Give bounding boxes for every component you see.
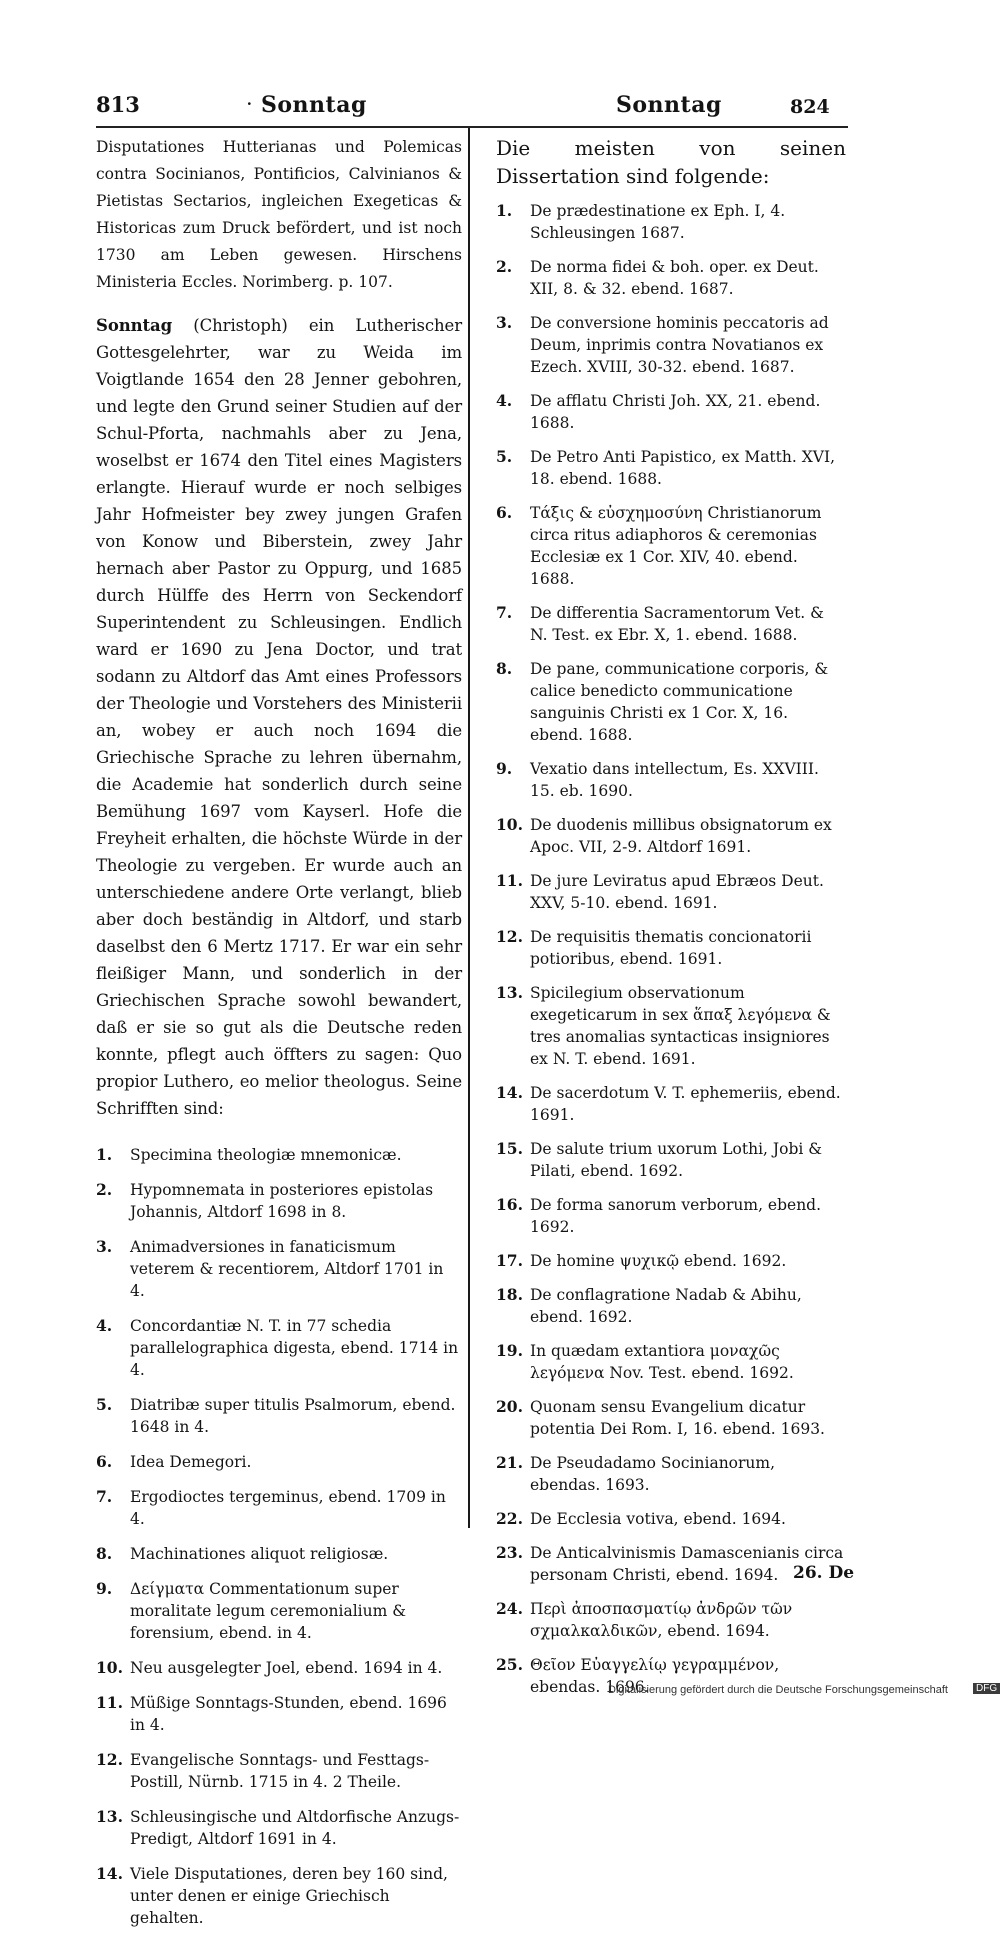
- dissertation-item-text: De afflatu Christi Joh. XX, 21. ebend. 1688.: [530, 392, 821, 432]
- work-item-number: 1.: [96, 1145, 113, 1164]
- list-item: [496, 390, 846, 434]
- list-item: [496, 1452, 846, 1496]
- dissertation-item-number: 21.: [496, 1453, 523, 1472]
- list-item: [496, 446, 846, 490]
- work-item-text: Schleusingische und Altdorfische Anzugs-Predigt, Altdorf 1691 in 4.: [130, 1808, 460, 1848]
- dissertation-item-text: Spicilegium observationum exegeticarum in sex ἅπαξ λεγόμενα & tres anomalias syntacticas insigniores ex N. T. ebend. 1691.: [530, 984, 831, 1068]
- work-item-number: 11.: [96, 1693, 123, 1712]
- dissertation-item-text: Θεῖον Εὐαγγελίῳ γεγραμμένον, ebendas. 1696.: [530, 1656, 780, 1696]
- catchword: 26. De: [793, 1563, 855, 1583]
- list-item: [496, 1598, 846, 1642]
- dissertation-item-number: 8.: [496, 659, 513, 678]
- footer-credit: Digitalisierung gefördert durch die Deutsche Forschungsgemeinschaft: [608, 1684, 948, 1696]
- header-rule: [96, 126, 848, 128]
- dissertation-item-text: De pane, communicatione corporis, & calice benedicto communicatione sanguinis Christi ex 1 Cor. X, 16. ebend. 1688.: [530, 660, 829, 744]
- work-item-number: 2.: [96, 1180, 113, 1199]
- list-item: [496, 658, 846, 746]
- left-column: [96, 134, 462, 1942]
- dissertation-item-text: In quædam extantiora μοναχῶς λεγόμενα Nov. Test. ebend. 1692.: [530, 1342, 794, 1382]
- dissertation-item-number: 12.: [496, 927, 523, 946]
- work-item-number: 13.: [96, 1807, 123, 1826]
- work-item-text: Concordantiæ N. T. in 77 schedia parallelographica digesta, ebend. 1714 in 4.: [130, 1317, 459, 1379]
- dissertation-item-text: De conflagratione Nadab & Abihu, ebend. 1692.: [530, 1286, 802, 1326]
- dissertation-item-text: De requisitis thematis concionatorii potioribus, ebend. 1691.: [530, 928, 812, 968]
- work-item-text: Specimina theologiæ mnemonicæ.: [130, 1146, 402, 1164]
- list-item: [496, 1138, 846, 1182]
- list-item: [96, 1863, 462, 1929]
- dissertation-item-number: 20.: [496, 1397, 523, 1416]
- dissertation-item-number: 10.: [496, 815, 523, 834]
- list-item: [496, 982, 846, 1070]
- work-item-text: Machinationes aliquot religiosæ.: [130, 1545, 389, 1563]
- list-item: [496, 1340, 846, 1384]
- right-column: [496, 134, 846, 1710]
- works-list-left: [96, 1144, 462, 1929]
- dissertation-item-number: 5.: [496, 447, 513, 466]
- work-item-number: 9.: [96, 1579, 113, 1598]
- running-head-left: Sonntag: [261, 92, 367, 118]
- work-item-text: Idea Demegori.: [130, 1453, 252, 1471]
- list-item: [496, 1250, 846, 1272]
- list-item: [96, 1486, 462, 1530]
- dissertation-item-number: 24.: [496, 1599, 523, 1618]
- dissertation-item-text: De conversione hominis peccatoris ad Deum, inprimis contra Novatianos ex Ezech. XVIII, 30-32. ebend. 1687.: [530, 314, 829, 376]
- work-item-number: 8.: [96, 1544, 113, 1563]
- dissertation-item-text: De sacerdotum V. T. ephemeriis, ebend. 1691.: [530, 1084, 841, 1124]
- biography-text: (Christoph) ein Lutherischer Gottesgelehrter, war zu Weida im Voigtlande 1654 den 28 Jenner gebohren, und legte den Grund seiner Studien auf der Schul-Pforta, nachmahls aber zu Jena, woselbst er 1674 den Titel eines Magisters erlangte. Hierauf wurde er noch selbiges Jahr Hofmeister bey zwey jungen Grafen von Konow und Biberstein, zwey Jahr hernach aber Pastor zu Oppurg, und 1685 durch Hülffe des Herrn von Seckendorf Superintendent zu Schleusingen. Endlich ward er 1690 zu Jena Doctor, und trat sodann zu Altdorf das Amt eines Professors der Theologie und Vorstehers des Ministerii an, wobey er auch noch 1694 die Griechische Sprache zu lehren übernahm, die Academie hat sonderlich durch seine Bemühung 1697 vom Kayserl. Hofe die Freyheit erhalten, die höchste Würde in der Theologie zu vergeben. Er wurde auch an unterschiedene andere Orte verlangt, blieb aber doch beständig in Altdorf, und starb daselbst den 6 Mertz 1717. Er war ein sehr fleißiger Mann, und sonderlich in der Griechischen Sprache sowohl bewandert, daß er sie so gut als die Deutsche reden konnte, pflegt auch öffters zu sagen: Quo propior Luthero, eo melior theologus. Seine Schrifften sind:: [96, 316, 462, 1118]
- dissertation-item-number: 14.: [496, 1083, 523, 1102]
- list-item: [496, 814, 846, 858]
- page-number-right: 824: [790, 96, 830, 118]
- dissertation-item-text: De forma sanorum verborum, ebend. 1692.: [530, 1196, 822, 1236]
- work-item-number: 4.: [96, 1316, 113, 1335]
- dissertation-item-number: 1.: [496, 201, 513, 220]
- dissertation-item-number: 9.: [496, 759, 513, 778]
- dissertation-item-number: 16.: [496, 1195, 523, 1214]
- dissertation-item-number: 6.: [496, 503, 513, 522]
- work-item-number: 14.: [96, 1864, 123, 1883]
- dissertation-item-text: Περὶ ἀποσπασματίῳ ἀνδρῶν τῶν σχμαλκαλδικῶν, ebend. 1694.: [530, 1600, 793, 1640]
- dissertation-item-text: Τάξις & εὐσχημοσύνη Christianorum circa ritus adiaphoros & ceremonias Ecclesiæ ex 1 Cor. XIV, 40. ebend. 1688.: [530, 504, 822, 588]
- list-item: [496, 312, 846, 378]
- dissertation-item-text: De differentia Sacramentorum Vet. & N. Test. ex Ebr. X, 1. ebend. 1688.: [530, 604, 824, 644]
- dissertation-item-text: De prædestinatione ex Eph. I, 4. Schleusingen 1687.: [530, 202, 786, 242]
- list-item: [496, 1194, 846, 1238]
- work-item-number: 5.: [96, 1395, 113, 1414]
- dissertation-item-text: De Ecclesia votiva, ebend. 1694.: [530, 1510, 786, 1528]
- work-item-text: Ergodioctes tergeminus, ebend. 1709 in 4.: [130, 1488, 446, 1528]
- list-item: [496, 602, 846, 646]
- work-item-text: Evangelische Sonntags- und Festtags-Postill, Nürnb. 1715 in 4. 2 Theile.: [130, 1751, 430, 1791]
- dissertation-item-text: De jure Leviratus apud Ebræos Deut. XXV, 5-10. ebend. 1691.: [530, 872, 824, 912]
- work-item-number: 3.: [96, 1237, 113, 1256]
- dissertation-item-number: 13.: [496, 983, 523, 1002]
- work-item-number: 10.: [96, 1658, 123, 1677]
- list-item: [496, 926, 846, 970]
- dissertation-item-number: 19.: [496, 1341, 523, 1360]
- work-item-text: Neu ausgelegter Joel, ebend. 1694 in 4.: [130, 1659, 443, 1677]
- running-head-right: Sonntag: [616, 92, 722, 118]
- page-header: [96, 92, 846, 124]
- list-item: [496, 758, 846, 802]
- list-item: [96, 1749, 462, 1793]
- dissertation-item-text: De Anticalvinismis Damascenianis circa personam Christi, ebend. 1694.: [530, 1544, 844, 1584]
- dissertations-list: [496, 200, 846, 1698]
- dissertation-item-text: De Pseudadamo Socinianorum, ebendas. 1693.: [530, 1454, 776, 1494]
- dissertation-item-number: 15.: [496, 1139, 523, 1158]
- list-item: [496, 200, 846, 244]
- list-item: [96, 1806, 462, 1850]
- entry-headword: Sonntag: [96, 316, 173, 335]
- dissertation-item-number: 23.: [496, 1543, 523, 1562]
- header-separator-dot: ·: [246, 92, 253, 116]
- list-item: [96, 1578, 462, 1644]
- dissertation-item-text: Vexatio dans intellectum, Es. XXVIII. 15. eb. 1690.: [530, 760, 819, 800]
- dissertation-item-number: 17.: [496, 1251, 523, 1270]
- dissertation-item-number: 3.: [496, 313, 513, 332]
- work-item-text: Δείγματα Commentationum super moralitate legum ceremonialium & forensium, ebend. in 4.: [130, 1580, 407, 1642]
- list-item: [96, 1657, 462, 1679]
- dissertation-item-number: 11.: [496, 871, 523, 890]
- list-item: [96, 1315, 462, 1381]
- work-item-number: 6.: [96, 1452, 113, 1471]
- work-item-text: Animadversiones in fanaticismum veterem & recentiorem, Altdorf 1701 in 4.: [130, 1238, 444, 1300]
- dissertation-item-number: 25.: [496, 1655, 523, 1674]
- list-item: [496, 502, 846, 590]
- work-item-text: Viele Disputationes, deren bey 160 sind, unter denen er einige Griechisch gehalten.: [130, 1865, 448, 1927]
- page-number-left: 813: [96, 92, 140, 117]
- continuation-paragraph: Disputationes Hutterianas und Polemicas contra Socinianos, Pontificios, Calvinianos & Pietistas Sectarios, ingleichen Exegeticas & Historicas zum Druck befördert, und ist noch 1730 am Leben gewesen. Hirschens Ministeria Eccles. Norimberg. p. 107.: [96, 138, 462, 291]
- biography-entry: [96, 312, 462, 1122]
- dissertation-item-number: 7.: [496, 603, 513, 622]
- list-item: [96, 1144, 462, 1166]
- work-item-text: Diatribæ super titulis Psalmorum, ebend. 1648 in 4.: [130, 1396, 456, 1436]
- list-item: [496, 1284, 846, 1328]
- work-item-text: Hypomnemata in posteriores epistolas Johannis, Altdorf 1698 in 8.: [130, 1181, 434, 1221]
- list-item: [496, 1082, 846, 1126]
- dissertation-item-number: 18.: [496, 1285, 523, 1304]
- list-item: [96, 1451, 462, 1473]
- work-item-number: 12.: [96, 1750, 123, 1769]
- dissertation-item-number: 2.: [496, 257, 513, 276]
- list-item: [496, 1508, 846, 1530]
- dfg-logo: DFG: [973, 1683, 1000, 1694]
- dissertation-item-text: De norma fidei & boh. oper. ex Deut. XII, 8. & 32. ebend. 1687.: [530, 258, 819, 298]
- dissertation-item-text: De Petro Anti Papistico, ex Matth. XVI, 18. ebend. 1688.: [530, 448, 836, 488]
- list-item: [96, 1543, 462, 1565]
- dissertation-item-number: 4.: [496, 391, 513, 410]
- dissertation-item-text: De duodenis millibus obsignatorum ex Apoc. VII, 2-9. Altdorf 1691.: [530, 816, 832, 856]
- column-divider: [468, 128, 470, 1528]
- dissertations-intro: Die meisten von seinen Dissertation sind folgende:: [496, 136, 846, 188]
- dissertation-item-text: Quonam sensu Evangelium dicatur potentia Dei Rom. I, 16. ebend. 1693.: [530, 1398, 825, 1438]
- list-item: [96, 1236, 462, 1302]
- work-item-number: 7.: [96, 1487, 113, 1506]
- dissertation-item-number: 22.: [496, 1509, 523, 1528]
- list-item: [96, 1179, 462, 1223]
- dissertation-item-text: De homine ψυχικῷ ebend. 1692.: [530, 1252, 787, 1270]
- list-item: [496, 256, 846, 300]
- dissertation-item-text: De salute trium uxorum Lothi, Jobi & Pilati, ebend. 1692.: [530, 1140, 823, 1180]
- work-item-text: Müßige Sonntags-Stunden, ebend. 1696 in 4.: [130, 1694, 447, 1734]
- list-item: [496, 870, 846, 914]
- list-item: [96, 1394, 462, 1438]
- list-item: [496, 1396, 846, 1440]
